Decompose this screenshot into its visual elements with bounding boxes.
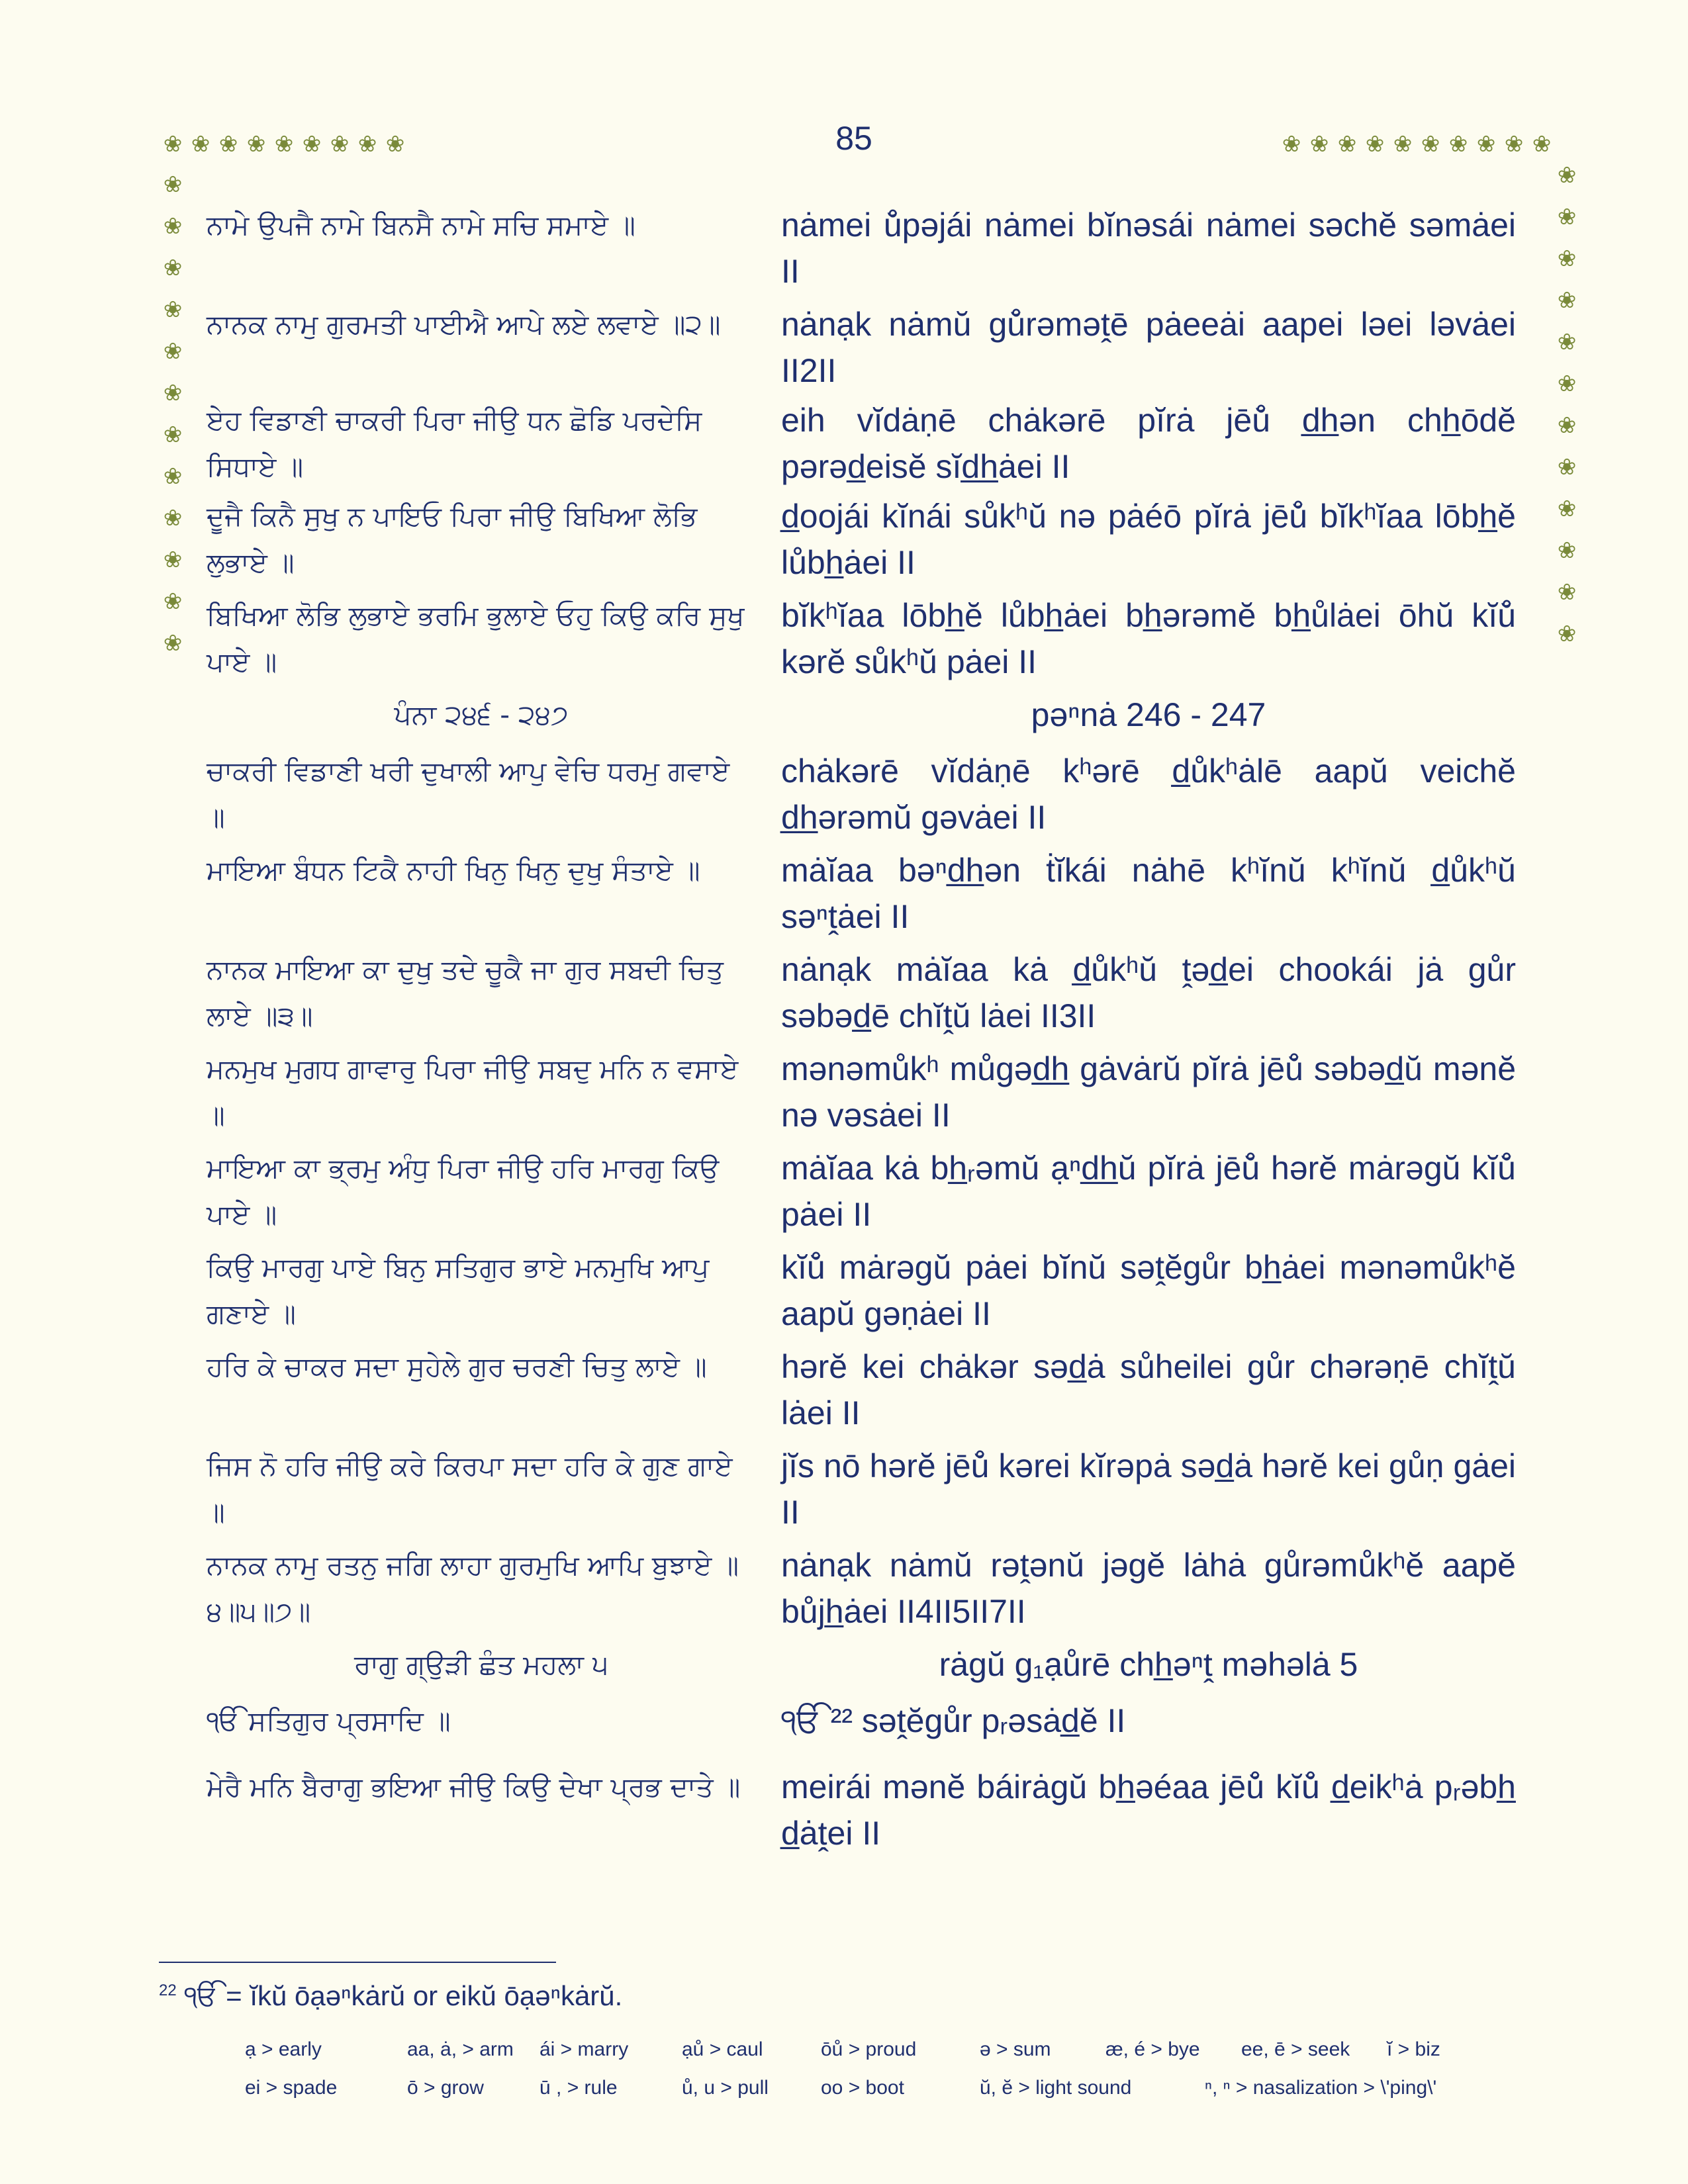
flower-icon bbox=[162, 257, 184, 279]
verse-gurmukhi: ਦੂਜੈ ਕਿਨੈ ਸੁਖੁ ਨ ਪਾਇਓ ਪਿਰਾ ਜੀਉ ਬਿਖਿਆ ਲੋਭਿ ਲੁਭਾਏ ॥ bbox=[207, 500, 698, 578]
verse-gurmukhi: ਜਿਸ ਨੋ ਹਰਿ ਜੀਉ ਕਰੇ ਕਿਰਪਾ ਸਦਾ ਹਰਿ ਕੇ ਗੁਣ ਗਾਏ ॥ bbox=[207, 1450, 733, 1528]
key-entry: ū , > rule bbox=[539, 2077, 618, 2099]
verse-gurmukhi: ਏਹ ਵਿਡਾਣੀ ਚਾਕਰੀ ਪਿਰਾ ਜੀਉ ਧਨ ਛੋਡਿ ਪਰਦੇਸਿ ਸਿਧਾਏ ॥ bbox=[207, 404, 702, 482]
key-entry: ái > marry bbox=[539, 2038, 629, 2060]
flower-icon bbox=[1556, 373, 1578, 395]
flower-icon bbox=[1391, 133, 1414, 156]
key-entry: aa, ȧ, > arm bbox=[407, 2038, 514, 2060]
flower-icon bbox=[1475, 133, 1497, 156]
verse-transliteration: mȧĭaa bəⁿd̲h̲ən ṫĭkái nȧhē kʰĭnŭ kʰĭnŭ d̲ůkʰŭ səⁿṱȧei II bbox=[781, 852, 1516, 935]
verse-gurmukhi: ਨਾਮੇ ਉਪਜੈ ਨਾਮੇ ਬਿਨਸੈ ਨਾਮੇ ਸਚਿ ਸਮਾਏ ॥ bbox=[207, 209, 635, 241]
section-heading-translit: pəⁿnȧ 246 - 247 bbox=[1031, 696, 1266, 733]
flower-icon bbox=[1556, 289, 1578, 312]
key-entry: oo > boot bbox=[821, 2077, 904, 2099]
key-entry: ə > sum bbox=[980, 2038, 1051, 2060]
flower-icon bbox=[328, 133, 351, 156]
flower-icon bbox=[1419, 133, 1442, 156]
verse-gurmukhi: ਨਾਨਕ ਨਾਮੁ ਗੁਰਮਤੀ ਪਾਈਐ ਆਪੇ ਲਏ ਲਵਾਏ ॥੨॥ bbox=[207, 308, 721, 340]
flower-icon bbox=[1556, 206, 1578, 228]
flower-icon bbox=[162, 133, 184, 156]
flower-icon bbox=[245, 133, 267, 156]
flower-icon bbox=[1556, 581, 1578, 604]
key-entry: æ, é > bye bbox=[1105, 2038, 1200, 2060]
flower-icon bbox=[1556, 456, 1578, 478]
footnote bbox=[159, 1980, 622, 2013]
key-entry: ō > grow bbox=[407, 2077, 484, 2099]
verse-transliteration: meirái mənĕ báirȧgŭ bh̲əéaa jēů̆ kĭů̆ d̲eikʰȧ pᵣəbh̲ d̲ȧṱei II bbox=[781, 1768, 1516, 1852]
section-heading-gurmukhi: ਰਾਗੁ ਗ੍ਉੜੀ ਛੰਤ ਮਹਲਾ ੫ bbox=[354, 1649, 608, 1680]
verse-transliteration: nȧnạk nȧmŭ gů̆rəməṱē pȧeeȧi aapei ləei ləvȧei II2II bbox=[781, 306, 1516, 389]
flower-icon bbox=[1556, 331, 1578, 353]
verse-gurmukhi: ਮਾਇਆ ਬੰਧਨ ਟਿਕੈ ਨਾਹੀ ਖਿਨੁ ਖਿਨੁ ਦੁਖੁ ਸੰਤਾਏ ॥ bbox=[207, 854, 700, 886]
key-entry: ŭ, ĕ > light sound bbox=[980, 2077, 1132, 2099]
flower-icon bbox=[162, 215, 184, 238]
flower-icon bbox=[301, 133, 323, 156]
verse-gurmukhi: ਮਨਮੁਖ ਮੁਗਧ ਗਾਵਾਰੁ ਪਿਰਾ ਜੀਉ ਸਬਦੁ ਮਨਿ ਨ ਵਸਾਏ ॥ bbox=[207, 1053, 739, 1131]
flower-icon bbox=[162, 382, 184, 404]
section-heading-gurmukhi: ਪੰਨਾ ੨੪੬ - ੨੪੭ bbox=[394, 699, 569, 731]
key-entry: ĭ > biz bbox=[1387, 2038, 1440, 2060]
flower-icon bbox=[1556, 164, 1578, 187]
flower-icon bbox=[1556, 539, 1578, 562]
footnote-text: ੴ = ĭkŭ ōạəⁿkȧrŭ or eikŭ ōạəⁿkȧrŭ. bbox=[184, 1980, 623, 2011]
key-entry: ōů > proud bbox=[821, 2038, 917, 2060]
verse-gurmukhi: ਕਿਉ ਮਾਰਗੁ ਪਾਏ ਬਿਨੁ ਸਤਿਗੁਰ ਭਾਏ ਮਨਮੁਖਿ ਆਪੁ ਗਣਾਏ ॥ bbox=[207, 1251, 710, 1330]
verse-transliteration: jĭs nō hərĕ jēů̆ kərei kĭrəpȧ səd̲ȧ hərĕ kei gůṇ gȧei II bbox=[781, 1447, 1516, 1531]
flower-icon bbox=[1447, 133, 1470, 156]
flower-icon bbox=[1556, 414, 1578, 437]
page-number: 85 bbox=[835, 120, 872, 157]
key-entry: ei > spade bbox=[245, 2077, 338, 2099]
flower-icon bbox=[162, 590, 184, 613]
flower-icon bbox=[162, 549, 184, 571]
flower-icon bbox=[1530, 133, 1553, 156]
flower-icon bbox=[162, 173, 184, 196]
flower-icon bbox=[1556, 498, 1578, 520]
flower-icon bbox=[1556, 248, 1578, 270]
key-entry: ạ > early bbox=[245, 2038, 322, 2060]
verse-transliteration: chȧkərē vĭdȧṇē kʰərē d̲ůkʰȧlē aapŭ veichĕ d̲h̲ərəmŭ gəvȧei II bbox=[781, 752, 1516, 836]
verse-transliteration: ੴ ²² səṱĕgůr pᵣəsȧd̲ĕ II bbox=[781, 1702, 1126, 1739]
key-entry: ů, u > pull bbox=[682, 2077, 769, 2099]
flower-icon bbox=[162, 507, 184, 529]
flower-icon bbox=[162, 340, 184, 363]
flower-icon bbox=[1364, 133, 1386, 156]
footnote-marker: 22 bbox=[159, 1981, 177, 1999]
verse-transliteration: nȧnạk nȧmŭ rəṱənŭ jəgĕ lȧhȧ gůrəmůkʰĕ aapĕ bůjh̲ȧei II4II5II7II bbox=[781, 1547, 1516, 1630]
flower-icon bbox=[1336, 133, 1358, 156]
flower-icon bbox=[217, 133, 240, 156]
flower-icon bbox=[1308, 133, 1331, 156]
footnote-rule bbox=[159, 1962, 556, 1963]
key-entry: ee, ē > seek bbox=[1241, 2038, 1350, 2060]
key-entry: ạů > caul bbox=[682, 2038, 763, 2060]
section-heading-translit: rȧgŭ g₁ạůrē chh̲əⁿṱ məhəlȧ 5 bbox=[939, 1646, 1358, 1683]
verse-transliteration: nȧmei ů̆pəjái nȧmei bĭnəsái nȧmei səchĕ səmȧei II bbox=[781, 206, 1516, 290]
flower-icon bbox=[162, 632, 184, 655]
flower-icon bbox=[384, 133, 406, 156]
key-entry: ⁿ, ⁿ > nasalization > \'ping\' bbox=[1205, 2077, 1437, 2099]
verse-transliteration: eih vĭdȧṇē chȧkərē pĭrȧ jēů̆ d̲h̲ən chh̲ōdĕ pərəd̲eisĕ sĭd̲h̲ȧei II bbox=[781, 402, 1516, 485]
flower-icon bbox=[1556, 623, 1578, 645]
flower-icon bbox=[1503, 133, 1525, 156]
verse-gurmukhi: ਹਰਿ ਕੇ ਚਾਕਰ ਸਦਾ ਸੁਹੇਲੇ ਗੁਰ ਚਰਣੀ ਚਿਤੁ ਲਾਏ ॥ bbox=[207, 1351, 707, 1383]
verse-gurmukhi: ਨਾਨਕ ਮਾਇਆ ਕਾ ਦੁਖੁ ਤਦੇ ਚੂਕੈ ਜਾ ਗੁਰ ਸਬਦੀ ਚਿਤੁ ਲਾਏ ॥੩॥ bbox=[207, 954, 724, 1032]
verse-gurmukhi: ਮਾਇਆ ਕਾ ਭ੍ਰਮੁ ਅੰਧੁ ਪਿਰਾ ਜੀਉ ਹਰਿ ਮਾਰਗੁ ਕਿਉ ਪਾਏ ॥ bbox=[207, 1152, 720, 1230]
verse-transliteration: mȧĭaa kȧ bh̲ᵣəmŭ ạⁿd̲h̲ŭ pĭrȧ jēů̆ hərĕ mȧrəgŭ kĭů̆ pȧei II bbox=[781, 1150, 1516, 1233]
verse-gurmukhi: ਬਿਖਿਆ ਲੋਭਿ ਲੁਭਾਏ ਭਰਮਿ ਭੁਲਾਏ ਓਹੁ ਕਿਉ ਕਰਿ ਸੁਖੁ ਪਾਏ ॥ bbox=[207, 600, 745, 678]
verse-transliteration: kĭů̆ mȧrəgŭ pȧei bĭnŭ səṱĕgůr bh̲ȧei mənəmůkʰĕ aapŭ gəṇȧei II bbox=[781, 1249, 1516, 1332]
flower-icon bbox=[1280, 133, 1303, 156]
verse-gurmukhi: ਨਾਨਕ ਨਾਮੁ ਰਤਨੁ ਜਗਿ ਲਾਹਾ ਗੁਰਮੁਖਿ ਆਪਿ ਬੁਝਾਏ ॥੪॥੫॥੭॥ bbox=[207, 1549, 739, 1627]
verse-gurmukhi: ਚਾਕਰੀ ਵਿਡਾਣੀ ਖਰੀ ਦੁਖਾਲੀ ਆਪੁ ਵੇਚਿ ਧਰਮੁ ਗਵਾਏ ॥ bbox=[207, 755, 730, 833]
flower-icon bbox=[162, 298, 184, 321]
verse-transliteration: hərĕ kei chȧkər səd̲ȧ sůheilei gůr chərəṇē chĭṱŭ lȧei II bbox=[781, 1348, 1516, 1432]
verse-transliteration: bĭkʰĭaa lōbh̲ĕ lůbh̲ȧei bh̲ərəmĕ bh̲ůlȧei ōhŭ kĭů̆ kərĕ sůkʰŭ pȧei II bbox=[781, 597, 1516, 680]
flower-icon bbox=[162, 424, 184, 446]
verse-transliteration: nȧnạk mȧĭaa kȧ d̲ůkʰŭ ṱəd̲ei chookái jȧ gůr səbəd̲ē chĭṱŭ lȧei II3II bbox=[781, 951, 1516, 1034]
verse-gurmukhi: ੴ ਸਤਿਗੁਰ ਪ੍ਰਸਾਦਿ ॥ bbox=[207, 1705, 451, 1737]
flower-icon bbox=[356, 133, 379, 156]
verse-gurmukhi: ਮੇਰੈ ਮਨਿ ਬੈਰਾਗੁ ਭਇਆ ਜੀਉ ਕਿਉ ਦੇਖਾ ਪ੍ਰਭ ਦਾਤੇ ॥ bbox=[207, 1771, 741, 1803]
flower-icon bbox=[189, 133, 212, 156]
verse-transliteration: d̲oojái kĭnái sůkʰŭ nə pȧéō pĭrȧ jēů̆ bĭkʰĭaa lōbh̲ĕ lůbh̲ȧei II bbox=[781, 498, 1516, 581]
verse-transliteration: mənəmůkʰ můgəd̲h̲ gȧvȧrŭ pĭrȧ jēů̆ səbəd̲ŭ mənĕ nə vəsȧei II bbox=[781, 1050, 1516, 1134]
flower-icon bbox=[273, 133, 295, 156]
flower-icon bbox=[162, 465, 184, 488]
